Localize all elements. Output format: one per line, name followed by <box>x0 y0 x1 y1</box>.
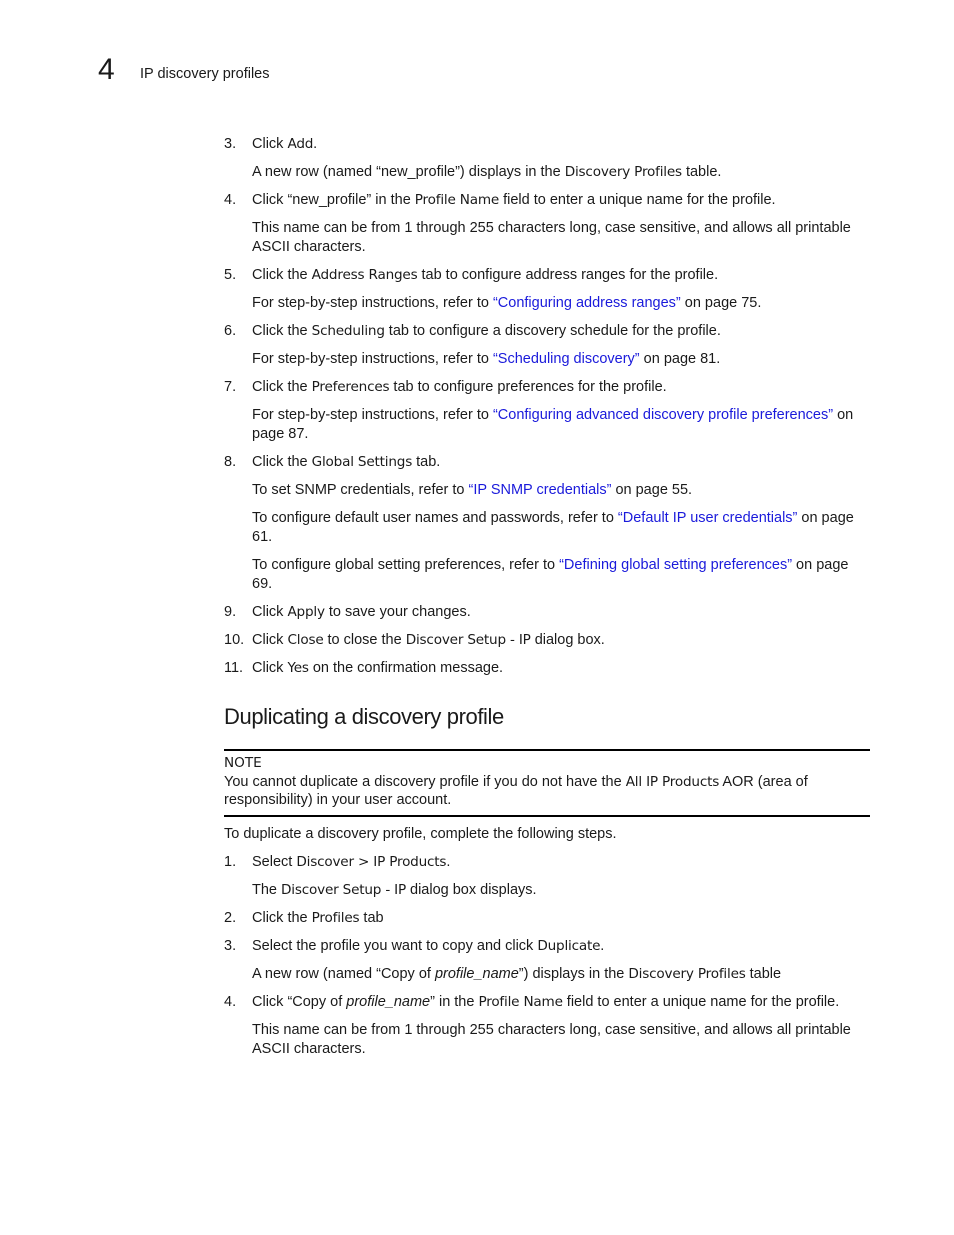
chapter-title: IP discovery profiles <box>140 66 270 82</box>
link-ip-snmp-credentials[interactable]: “IP SNMP credentials” <box>468 482 612 498</box>
link-configuring-address-ranges[interactable]: “Configuring address ranges” <box>492 295 681 311</box>
link-scheduling-discovery[interactable]: “Scheduling discovery” <box>492 351 640 367</box>
link-default-ip-user-credentials[interactable]: “Default IP user credentials” <box>617 510 798 526</box>
chapter-number: 4 <box>98 53 115 86</box>
note-box <box>224 749 870 817</box>
link-advanced-discovery-preferences[interactable]: “Configuring advanced discovery profile preferences” <box>492 407 834 423</box>
section-heading: Duplicating a discovery profile <box>224 704 504 729</box>
note-label: NOTE <box>224 755 262 771</box>
section-intro: To duplicate a discovery profile, complete the following steps. <box>224 826 617 842</box>
note-text: You cannot duplicate a discovery profile if you do not have the All IP Products AOR (area of responsibility) in your user account. <box>224 774 808 808</box>
link-defining-global-setting-preferences[interactable]: “Defining global setting preferences” <box>559 557 793 573</box>
